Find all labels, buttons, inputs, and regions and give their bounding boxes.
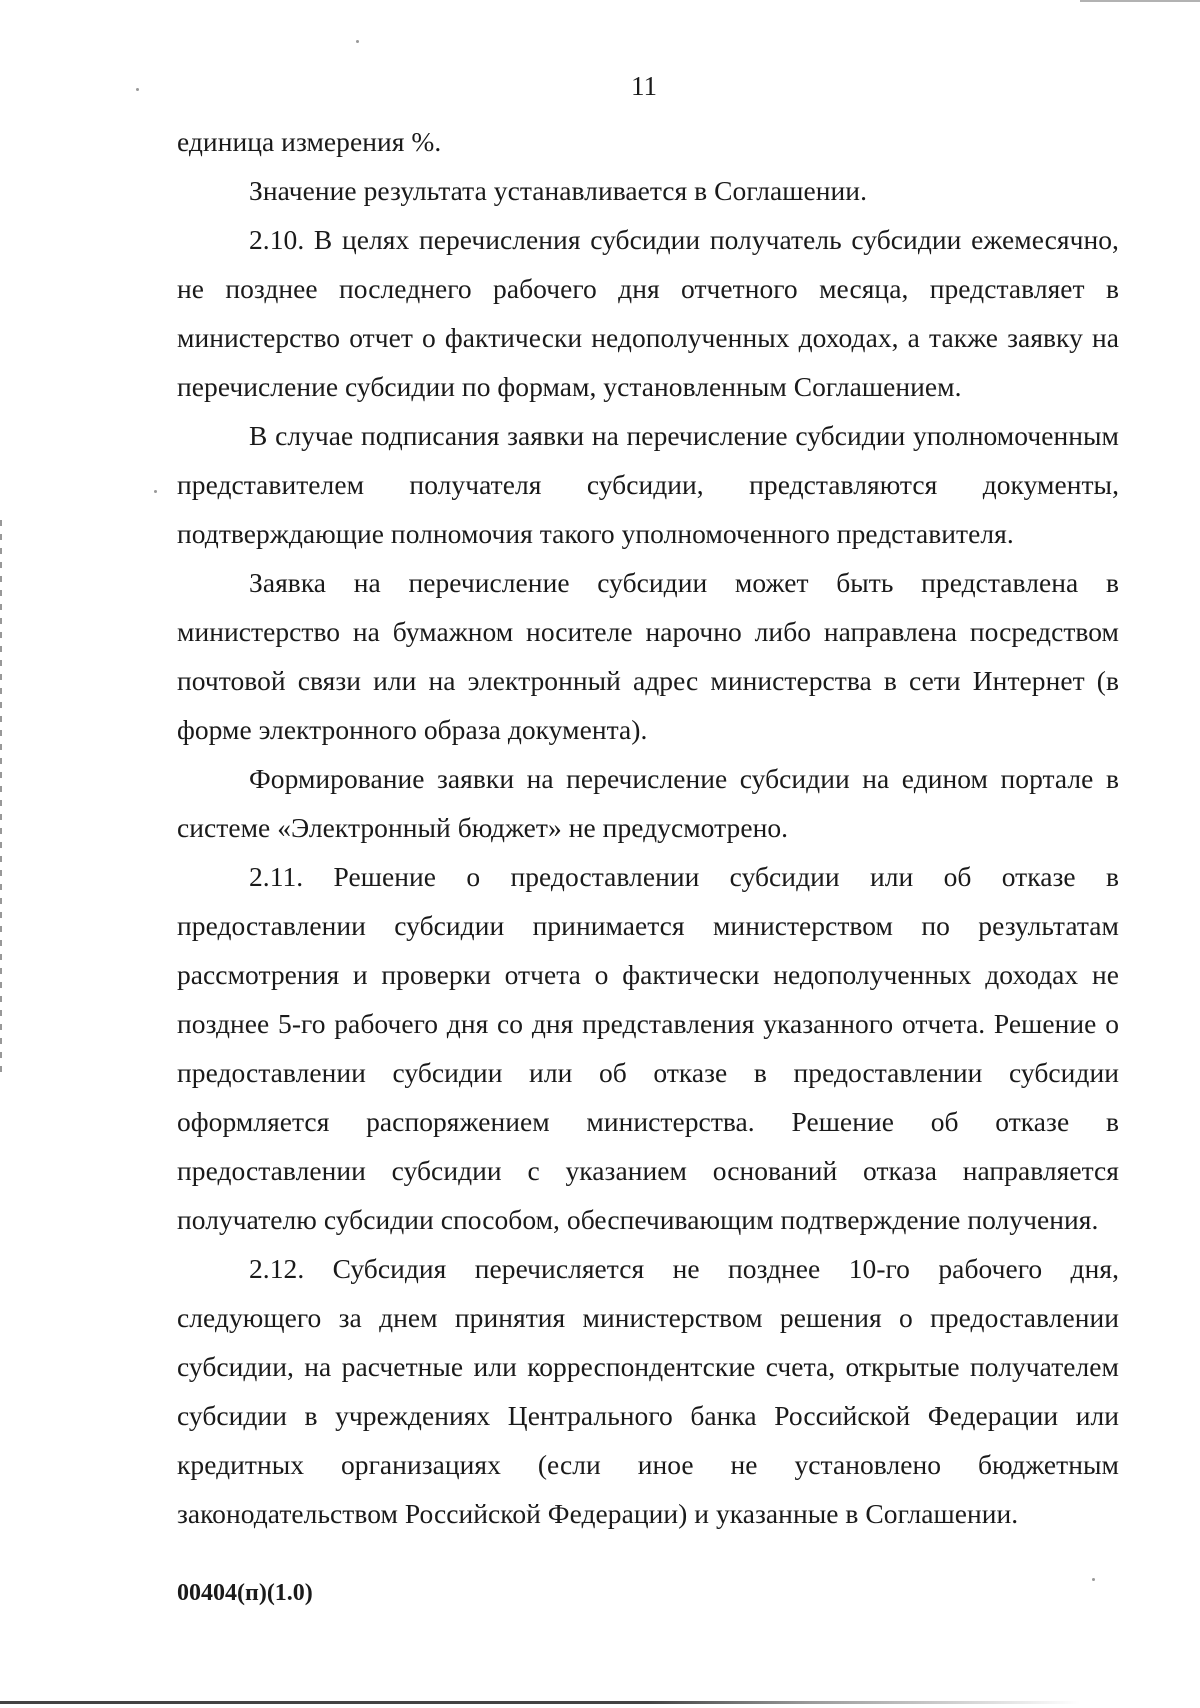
document-code: 00404(п)(1.0) <box>177 1580 313 1606</box>
scan-edge-bottom <box>0 1701 1080 1704</box>
paragraph-2-12: 2.12. Субсидия перечисляется не позднее 10-го рабочего дня, следующего за днем принятия министерством решения о предоставлении субсидии, на расчетные или корреспондентские счета, открытые получателем субсидии в учреждениях Центрального банка Российской Федерации или кредитных организациях (если иное не установлено бюджетным законодательством Российской Федерации) и указанные в Соглашении. <box>177 1253 1119 1529</box>
paragraph-application-submission: Заявка на перечисление субсидии может быть представлена в министерство на бумажном носителе нарочно либо направлена посредством почтовой связи или на электронный адрес министерства в сети Интернет (в форме электронного образа документа). <box>177 567 1119 745</box>
scan-edge-left <box>0 520 2 1080</box>
paragraph-2-11: 2.11. Решение о предоставлении субсидии или об отказе в предоставлении субсидии принимается министерством по результатам рассмотрения и проверки отчета о фактически недополученных доходах не позднее 5-го рабочего дня со дня представления указанного отчета. Решение о предоставлении субсидии или об отказе в предоставлении субсидии оформляется распоряжением министерства. Решение об отказе в предоставлении субсидии с указанием оснований отказа направляется получателю субсидии способом, обеспечивающим подтверждение получения. <box>177 861 1119 1235</box>
document-body <box>177 117 1119 1538</box>
paragraph-result-value: Значение результата устанавливается в Соглашении. <box>249 175 868 206</box>
page-number: 11 <box>631 71 657 101</box>
scan-speck <box>1092 1578 1095 1581</box>
paragraph-representative: В случае подписания заявки на перечисление субсидии уполномоченным представителем получателя субсидии, представляются документы, подтверждающие полномочия такого уполномоченного представителя. <box>177 420 1119 549</box>
scan-edge-top <box>1080 0 1200 2</box>
paragraph-electronic-budget: Формирование заявки на перечисление субсидии на едином портале в системе «Электронный бюджет» не предусмотрено. <box>177 763 1119 843</box>
paragraph-unit: единица измерения %. <box>177 126 442 157</box>
paragraph-2-10: 2.10. В целях перечисления субсидии получатель субсидии ежемесячно, не позднее последнего рабочего дня отчетного месяца, представляет в министерство отчет о фактически недополученных доходах, а также заявку на перечисление субсидии по формам, установленным Соглашением. <box>177 224 1119 402</box>
scan-speck <box>356 40 359 43</box>
scan-speck <box>154 490 157 493</box>
